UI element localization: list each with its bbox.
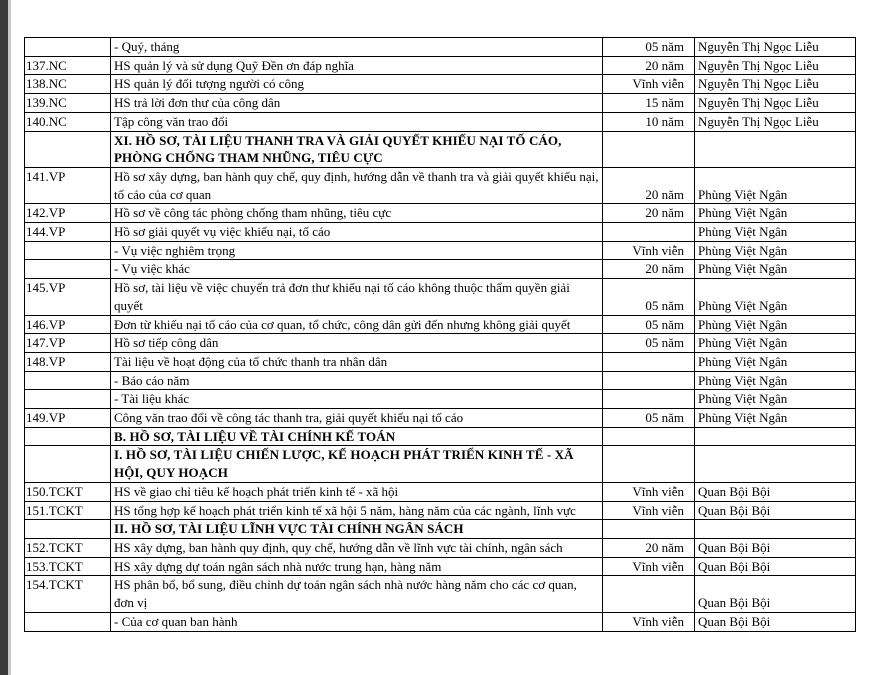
row-title: Hồ sơ về công tác phòng chống tham nhũng, tiêu cực (111, 204, 603, 223)
row-period (603, 427, 695, 446)
row-period (603, 446, 695, 482)
table-row (25, 279, 856, 315)
row-title: Đơn từ khiếu nại tố cáo của cơ quan, tổ chức, công dân gửi đến nhưng không giải quyết (111, 315, 603, 334)
table-row (25, 204, 856, 223)
row-period (603, 352, 695, 371)
row-person: Phùng Việt Ngân (695, 279, 856, 315)
row-period (603, 131, 695, 167)
row-title: - Tài liệu khác (111, 390, 603, 409)
row-code: 142.VP (25, 204, 111, 223)
row-title: Hồ sơ xây dựng, ban hành quy chế, quy định, hướng dẫn về thanh tra và giải quyết khiếu nại, tố cáo của cơ quan (111, 167, 603, 203)
row-title: II. HỒ SƠ, TÀI LIỆU LĨNH VỰC TÀI CHÍNH NGÂN SÁCH (111, 520, 603, 539)
row-code (25, 427, 111, 446)
table-row (25, 112, 856, 131)
row-period: 15 năm (603, 94, 695, 113)
row-person: Phùng Việt Ngân (695, 352, 856, 371)
row-person (695, 131, 856, 167)
row-person: Quan Bội Bội (695, 612, 856, 631)
row-person: Quan Bội Bội (695, 501, 856, 520)
row-person: Phùng Việt Ngân (695, 260, 856, 279)
table-row (25, 538, 856, 557)
row-period: 05 năm (603, 334, 695, 353)
row-person: Nguyễn Thị Ngọc Liễu (695, 56, 856, 75)
row-title: Tài liệu về hoạt động của tổ chức thanh tra nhân dân (111, 352, 603, 371)
table-row (25, 75, 856, 94)
row-title: XI. HỒ SƠ, TÀI LIỆU THANH TRA VÀ GIẢI QUYẾT KHIẾU NẠI TỐ CÁO, PHÒNG CHỐNG THAM NHŨNG, TIÊU CỰC (111, 131, 603, 167)
row-period: Vĩnh viễn (603, 612, 695, 631)
row-title: HS quản lý đối tượng người có công (111, 75, 603, 94)
table-row (25, 501, 856, 520)
row-code: 140.NC (25, 112, 111, 131)
row-period (603, 223, 695, 242)
row-title: HS trả lời đơn thư của công dân (111, 94, 603, 113)
table-row (25, 315, 856, 334)
row-period: 05 năm (603, 38, 695, 57)
row-period: 05 năm (603, 279, 695, 315)
table-row (25, 241, 856, 260)
table-row (25, 38, 856, 57)
row-person: Phùng Việt Ngân (695, 371, 856, 390)
row-period (603, 576, 695, 612)
row-period: 20 năm (603, 538, 695, 557)
row-code (25, 612, 111, 631)
row-title: HS xây dựng dự toán ngân sách nhà nước trung hạn, hàng năm (111, 557, 603, 576)
row-period: Vĩnh viễn (603, 482, 695, 501)
table-row (25, 612, 856, 631)
row-person: Phùng Việt Ngân (695, 390, 856, 409)
section-heading-row (25, 520, 856, 539)
table-row (25, 334, 856, 353)
table-row (25, 167, 856, 203)
table-row (25, 56, 856, 75)
table-row (25, 482, 856, 501)
row-code (25, 131, 111, 167)
row-person: Quan Bội Bội (695, 576, 856, 612)
row-code: 147.VP (25, 334, 111, 353)
row-person: Phùng Việt Ngân (695, 241, 856, 260)
row-code: 154.TCKT (25, 576, 111, 612)
row-title: - Quý, tháng (111, 38, 603, 57)
row-person: Nguyễn Thị Ngọc Liễu (695, 94, 856, 113)
row-title: HS xây dựng, ban hành quy định, quy chế, hướng dẫn về lĩnh vực tài chính, ngân sách (111, 538, 603, 557)
row-period (603, 371, 695, 390)
row-person: Quan Bội Bội (695, 557, 856, 576)
row-person: Nguyễn Thị Ngọc Liễu (695, 75, 856, 94)
section-heading-row (25, 131, 856, 167)
row-code: 139.NC (25, 94, 111, 113)
row-person: Nguyễn Thị Ngọc Liễu (695, 38, 856, 57)
viewer-left-edge (0, 0, 8, 675)
row-period: Vĩnh viễn (603, 557, 695, 576)
row-code (25, 390, 111, 409)
row-person (695, 520, 856, 539)
row-person: Nguyễn Thị Ngọc Liễu (695, 112, 856, 131)
row-code: 141.VP (25, 167, 111, 203)
row-code: 149.VP (25, 409, 111, 428)
table-row (25, 223, 856, 242)
row-title: - Vụ việc nghiêm trọng (111, 241, 603, 260)
row-title: Công văn trao đổi về công tác thanh tra, giải quyết khiếu nại tố cáo (111, 409, 603, 428)
row-title: HS quản lý và sử dụng Quỹ Đền ơn đáp nghĩa (111, 56, 603, 75)
row-person: Phùng Việt Ngân (695, 223, 856, 242)
row-code: 146.VP (25, 315, 111, 334)
row-title: - Của cơ quan ban hành (111, 612, 603, 631)
row-title: B. HỒ SƠ, TÀI LIỆU VỀ TÀI CHÍNH KẾ TOÁN (111, 427, 603, 446)
section-heading-row (25, 446, 856, 482)
section-heading-row (25, 427, 856, 446)
row-period: 10 năm (603, 112, 695, 131)
row-title: Hồ sơ tiếp công dân (111, 334, 603, 353)
row-period: Vĩnh viễn (603, 241, 695, 260)
row-code (25, 241, 111, 260)
row-person: Quan Bội Bội (695, 538, 856, 557)
row-period: 20 năm (603, 204, 695, 223)
row-title: I. HỒ SƠ, TÀI LIỆU CHIẾN LƯỢC, KẾ HOẠCH PHÁT TRIỂN KINH TẾ - XÃ HỘI, QUY HOẠCH (111, 446, 603, 482)
row-period: 20 năm (603, 56, 695, 75)
row-period: Vĩnh viễn (603, 75, 695, 94)
row-person (695, 446, 856, 482)
row-person: Quan Bội Bội (695, 482, 856, 501)
row-period: Vĩnh viễn (603, 501, 695, 520)
row-person: Phùng Việt Ngân (695, 167, 856, 203)
document-table-body (25, 38, 856, 632)
row-title: HS tổng hợp kế hoạch phát triển kinh tế xã hội 5 năm, hàng năm của các ngành, lĩnh vực (111, 501, 603, 520)
row-title: - Báo cáo năm (111, 371, 603, 390)
row-code (25, 520, 111, 539)
row-period (603, 520, 695, 539)
table-row (25, 94, 856, 113)
row-code (25, 446, 111, 482)
table-row (25, 371, 856, 390)
row-title: HS về giao chỉ tiêu kế hoạch phát triển kinh tế - xã hội (111, 482, 603, 501)
row-code: 145.VP (25, 279, 111, 315)
table-row (25, 352, 856, 371)
row-person: Phùng Việt Ngân (695, 204, 856, 223)
row-code: 138.NC (25, 75, 111, 94)
row-code: 152.TCKT (25, 538, 111, 557)
row-period (603, 390, 695, 409)
table-row (25, 576, 856, 612)
row-code: 151.TCKT (25, 501, 111, 520)
row-code: 150.TCKT (25, 482, 111, 501)
row-title: Tập công văn trao đổi (111, 112, 603, 131)
row-title: HS phân bổ, bổ sung, điều chỉnh dự toán ngân sách nhà nước hàng năm cho các cơ quan, đơn vị (111, 576, 603, 612)
row-code: 137.NC (25, 56, 111, 75)
row-period: 20 năm (603, 260, 695, 279)
table-row (25, 260, 856, 279)
row-code: 148.VP (25, 352, 111, 371)
row-title: - Vụ việc khác (111, 260, 603, 279)
row-period: 05 năm (603, 315, 695, 334)
row-code: 153.TCKT (25, 557, 111, 576)
row-title: Hồ sơ, tài liệu về việc chuyển trả đơn thư khiếu nại tố cáo không thuộc thẩm quyền giải quyết (111, 279, 603, 315)
row-code: 144.VP (25, 223, 111, 242)
row-code (25, 371, 111, 390)
row-person: Phùng Việt Ngân (695, 334, 856, 353)
row-person: Phùng Việt Ngân (695, 315, 856, 334)
table-row (25, 557, 856, 576)
row-period: 20 năm (603, 167, 695, 203)
row-person: Phùng Việt Ngân (695, 409, 856, 428)
row-title: Hồ sơ giải quyết vụ việc khiếu nại, tố cáo (111, 223, 603, 242)
table-row (25, 390, 856, 409)
viewer-page-shadow (8, 0, 11, 675)
row-period: 05 năm (603, 409, 695, 428)
row-code (25, 38, 111, 57)
table-row (25, 409, 856, 428)
document-table (24, 37, 856, 632)
row-person (695, 427, 856, 446)
row-code (25, 260, 111, 279)
